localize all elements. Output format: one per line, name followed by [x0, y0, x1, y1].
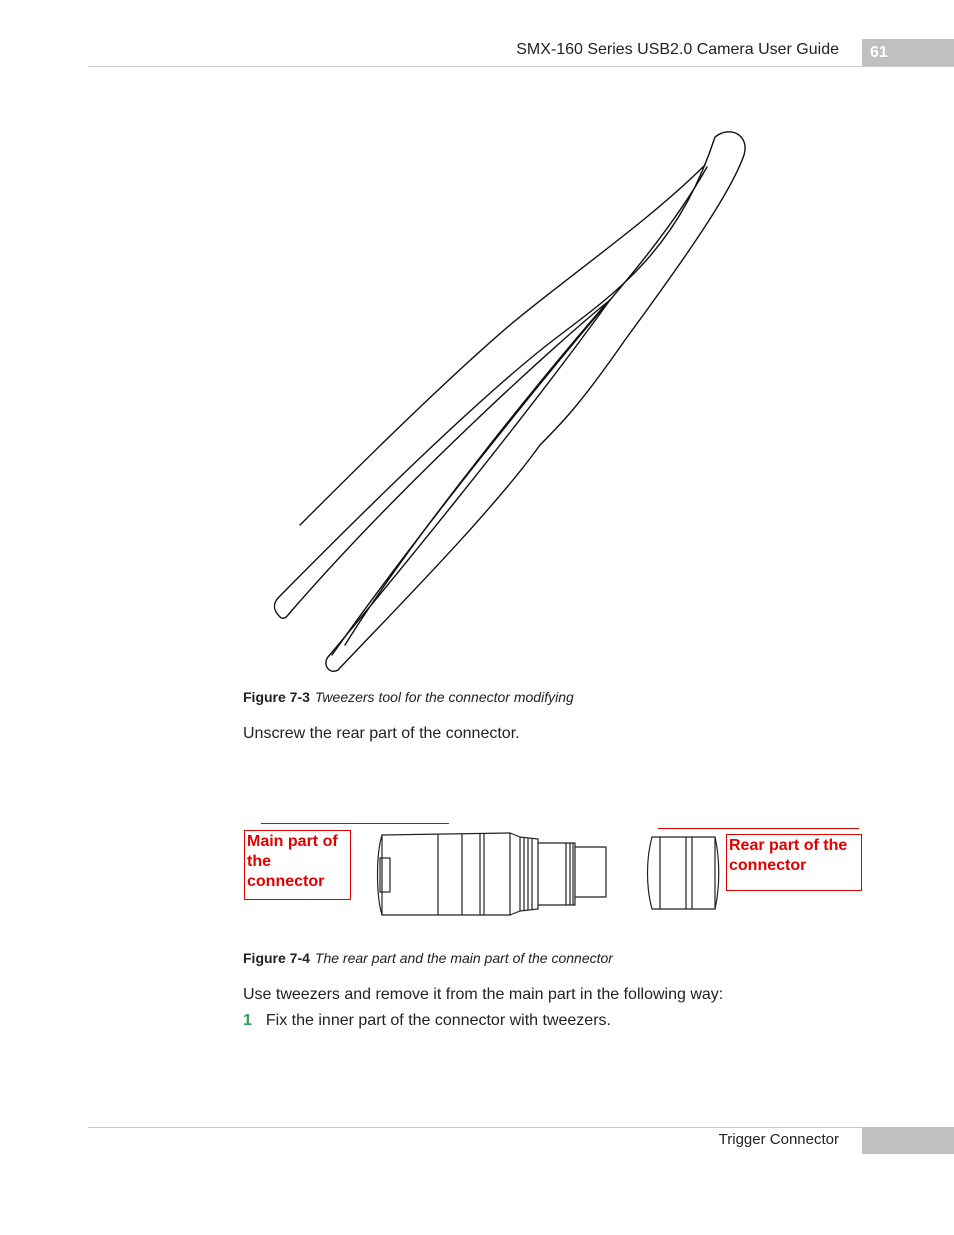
figure-3-caption [243, 689, 574, 705]
main-part-label: Main part of the connector [244, 830, 351, 900]
paragraph-use-tweezers: Use tweezers and remove it from the main part in the following way: [243, 986, 724, 1003]
step-item [243, 1012, 611, 1030]
rear-part-label: Rear part of the connector [726, 834, 862, 891]
rear-part-leader-line [658, 828, 859, 829]
figure-4-caption [243, 950, 613, 966]
figure-3-caption-text: Tweezers tool for the connector modifying [314, 689, 574, 705]
footer-rule [88, 1127, 954, 1128]
page-number-box [862, 39, 954, 66]
main-part-leader-line [261, 823, 449, 824]
figure-4-caption-text: The rear part and the main part of the connector [314, 950, 613, 966]
connector-illustration [370, 825, 730, 920]
running-header-title: SMX-160 Series USB2.0 Camera User Guide [516, 41, 839, 58]
footer-gray-box [862, 1127, 954, 1154]
footer-section-title: Trigger Connector [718, 1131, 839, 1148]
figure-4-number: Figure 7-4 [243, 950, 310, 966]
figure-3-number: Figure 7-3 [243, 689, 310, 705]
header-rule [88, 66, 954, 67]
page-number: 61 [870, 44, 888, 61]
step-number: 1 [243, 1012, 252, 1029]
tweezers-illustration [260, 125, 760, 680]
step-text: Fix the inner part of the connector with tweezers. [265, 1012, 611, 1029]
paragraph-unscrew: Unscrew the rear part of the connector. [243, 725, 520, 742]
